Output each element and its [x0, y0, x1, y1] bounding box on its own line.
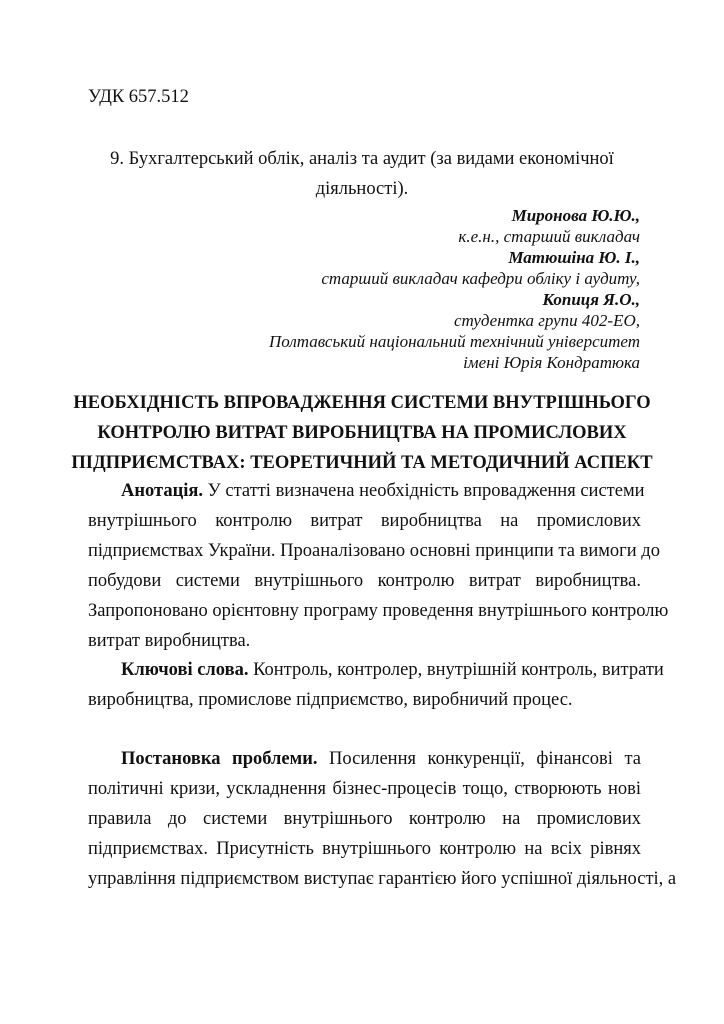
abstract-line: Запропоновано орієнтовну програму проведення внутрішнього контролю [88, 601, 669, 621]
keywords-line: Ключові слова. Контроль, контролер, внутрішній контроль, витрати [121, 660, 664, 680]
udc-code: УДК 657.512 [88, 87, 189, 107]
problem-line: правила до системи внутрішнього контролю на промислових [88, 809, 641, 829]
author-name: Матюшіна Ю. І., [508, 248, 640, 267]
problem-line: управління підприємством виступає гарантією його успішної діяльності, а [88, 869, 677, 889]
abstract-line: підприємствах України. Проаналізовано основні принципи та вимоги до [88, 541, 660, 561]
abstract-label: Анотація. [121, 481, 204, 501]
author-affiliation: студентка групи 402-ЕО, [453, 311, 640, 330]
paper-title-line-2: КОНТРОЛЮ ВИТРАТ ВИРОБНИЦТВА НА ПРОМИСЛОВИХ [97, 423, 627, 443]
abstract-line: витрат виробництва. [88, 631, 251, 651]
section-heading-line-2: діяльності). [315, 179, 409, 199]
author-affiliation: старший викладач кафедри обліку і аудиту, [321, 269, 640, 288]
paper-title-line-1: НЕОБХІДНІСТЬ ВПРОВАДЖЕННЯ СИСТЕМИ ВНУТРІШНЬОГО [73, 393, 651, 413]
problem-line: Постановка проблеми. Посилення конкуренції, фінансові та [121, 749, 641, 769]
author-name: Миронова Ю.Ю., [511, 206, 640, 225]
paper-title-line-3: ПІДПРИЄМСТВАХ: ТЕОРЕТИЧНИЙ ТА МЕТОДИЧНИЙ АСПЕКТ [71, 453, 653, 473]
author-affiliation: імені Юрія Кондратюка [463, 353, 640, 372]
author-name: Копиця Я.О., [542, 290, 640, 309]
problem-label: Постановка проблеми. [121, 749, 318, 769]
abstract-line: внутрішнього контролю витрат виробництва на промислових [88, 511, 641, 531]
keywords-line: виробництва, промислове підприємство, виробничий процес. [88, 690, 573, 710]
keywords-label: Ключові слова. [121, 660, 249, 680]
author-affiliation: Полтавський національний технічний університет [269, 332, 640, 351]
section-heading-line-1: 9. Бухгалтерський облік, аналіз та аудит (за видами економічної [110, 149, 614, 169]
author-affiliation: к.е.н., старший викладач [458, 227, 640, 246]
problem-line: політичні кризи, ускладнення бізнес-процесів тощо, створюють нові [88, 779, 641, 799]
abstract-line: побудови системи внутрішнього контролю витрат виробництва. [88, 571, 641, 591]
abstract-line: Анотація. У статті визначена необхідність впровадження системи [121, 481, 645, 501]
problem-line: підприємствах. Присутність внутрішнього контролю на всіх рівнях [88, 839, 641, 859]
